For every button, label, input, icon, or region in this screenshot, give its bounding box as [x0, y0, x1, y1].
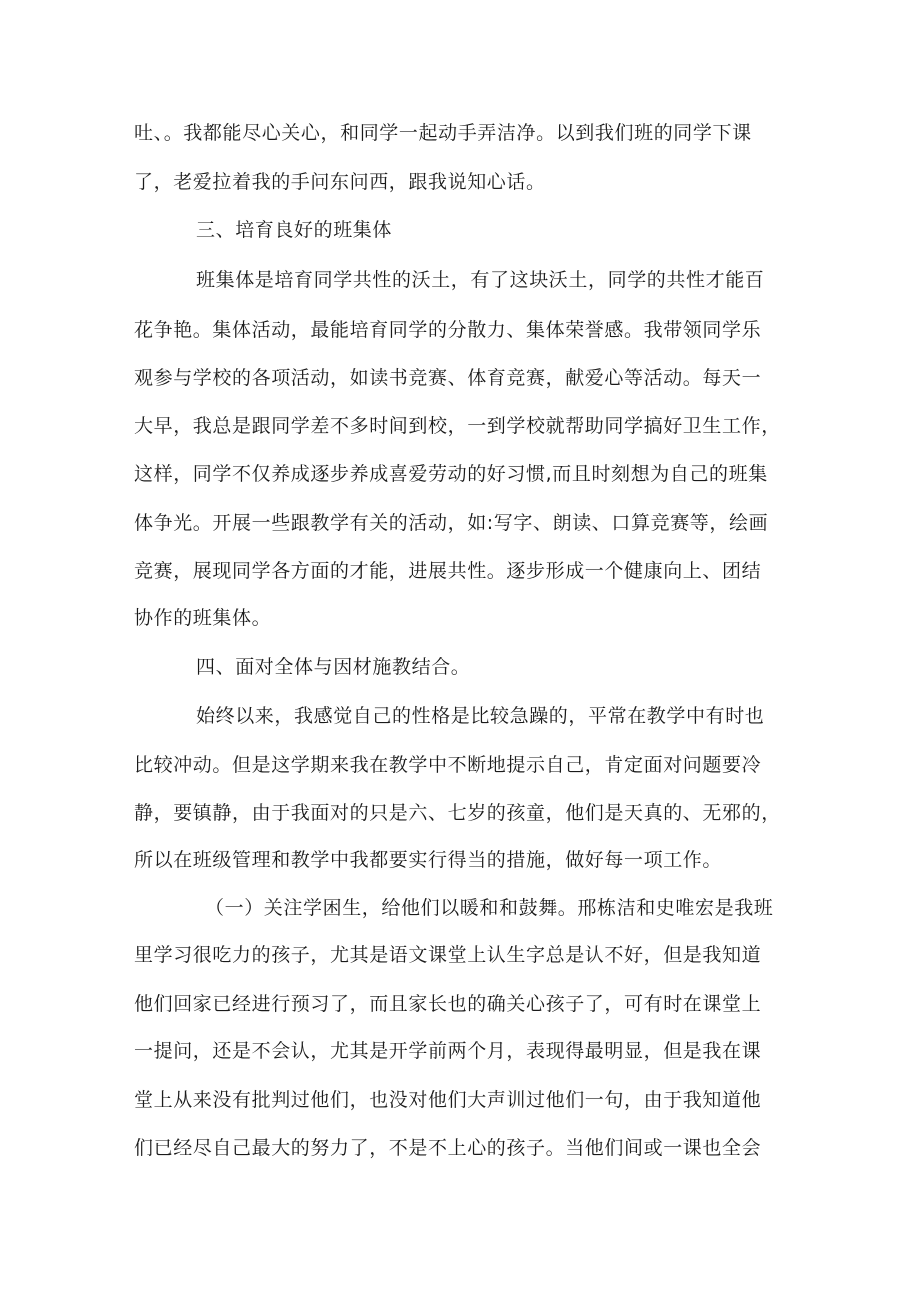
paragraph-line: 始终以来，我感觉自己的性格是比较急躁的，平常在教学中有时也 [196, 705, 765, 727]
paragraph-line: 他们回家已经进行预习了，而且家长也的确关心孩子了，可有时在课堂上 [134, 993, 762, 1015]
paragraph-line: 观参与学校的各项活动，如读书竞赛、体育竞赛，献爱心等活动。每天一 [134, 367, 762, 389]
paragraph-line: 一提问，还是不会认，尤其是开学前两个月，表现得最明显，但是我在课 [134, 1040, 762, 1062]
paragraph-line: 竞赛，展现同学各方面的才能，进展共性。逐步形成一个健康向上、团结 [134, 560, 762, 582]
paragraph-line: 班集体是培育同学共性的沃土，有了这块沃土，同学的共性才能百 [196, 269, 765, 291]
paragraph-line: 所以在班级管理和教学中我都要实行得当的措施，做好每一项工作。 [134, 849, 723, 871]
paragraph-line: 吐、。我都能尽心关心，和同学一起动手弄洁净。以到我们班的同学下课 [134, 122, 752, 144]
paragraph-line: 这样，同学不仅养成逐步养成喜爱劳动的好习惯,而且时刻想为自己的班集 [134, 463, 768, 485]
paragraph-line: 里学习很吃力的孩子，尤其是语文课堂上认生字总是认不好，但是我知道 [134, 944, 762, 966]
paragraph-line: 了，老爱拉着我的手问东问西，跟我说知心话。 [134, 171, 546, 193]
subsection-line: （一）关注学困生，给他们以暖和和鼓舞。邢栋洁和史唯宏是我班 [205, 897, 774, 919]
paragraph-line: 协作的班集体。 [134, 607, 272, 629]
paragraph-line: 体争光。开展一些跟教学有关的活动，如:写字、朗读、口算竞赛等，绘画 [134, 512, 769, 534]
paragraph-line: 们已经尽自己最大的努力了，不是不上心的孩子。当他们间或一课也全会 [134, 1137, 762, 1159]
paragraph-line: 静，要镇静，由于我面对的只是六、七岁的孩童，他们是天真的、无邪的， [134, 802, 781, 824]
section-heading: 四、面对全体与因材施教结合。 [196, 656, 471, 678]
paragraph-line: 大早，我总是跟同学差不多时间到校，一到学校就帮助同学搞好卫生工作， [134, 415, 781, 437]
section-heading: 三、培育良好的班集体 [196, 219, 393, 241]
paragraph-line: 比较冲动。但是这学期来我在教学中不断地提示自己，肯定面对问题要冷 [134, 754, 762, 776]
paragraph-line: 堂上从来没有批判过他们，也没对他们大声训过他们一句，由于我知道他 [134, 1089, 762, 1111]
paragraph-line: 花争艳。集体活动，最能培育同学的分散力、集体荣誉感。我带领同学乐 [134, 319, 762, 341]
